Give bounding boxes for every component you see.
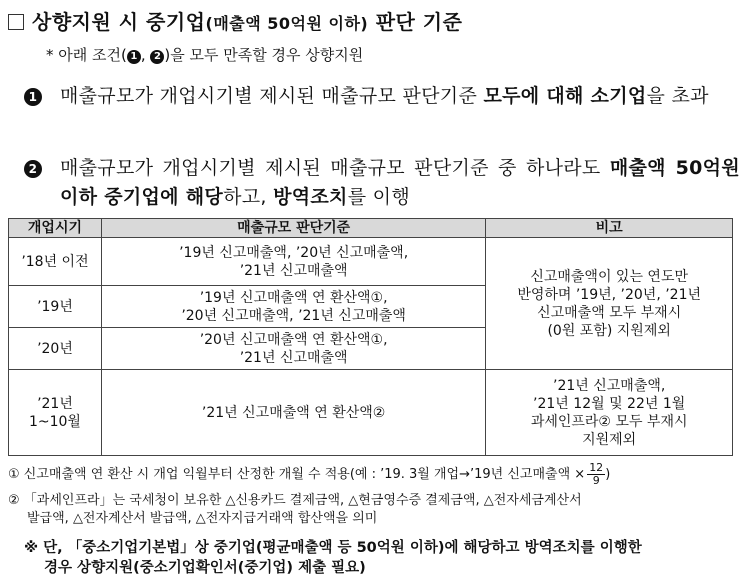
header-remark: 비고 xyxy=(486,219,733,238)
header-period: 개업시기 xyxy=(9,219,102,238)
criterion-line: ’21년 신고매출액 xyxy=(239,262,348,279)
checkbox-square-icon xyxy=(8,14,24,30)
period-line: 1~10월 xyxy=(28,413,81,430)
criterion-cell xyxy=(101,286,485,328)
condition-2-bold: 매출액 50억원 이하 중기업에 해당 xyxy=(60,157,740,208)
period-cell xyxy=(9,370,102,456)
table-row xyxy=(9,370,733,456)
final-note xyxy=(24,538,642,578)
final-note-line: 경우 상향지원(중소기업확인서(중기업) 제출 필요) xyxy=(44,560,366,576)
section-heading xyxy=(8,6,462,35)
footnote-2-line: 「과세인프라」는 국세청이 보유한 △신용카드 결제금액, △현금영수증 결제금액, △전자세금계산서 xyxy=(23,493,582,508)
condition-2-mid: 하고, xyxy=(223,186,274,208)
table-header-row xyxy=(9,219,733,238)
note-before: * 아래 조건( xyxy=(46,46,127,64)
footnote-1-mark: ① xyxy=(8,467,20,482)
circled-1-icon: 1 xyxy=(127,50,141,64)
footnote-2-mark: ② xyxy=(8,493,20,508)
condition-1-bold: 모두에 대해 소기업 xyxy=(483,85,647,107)
footnote-2 xyxy=(8,492,582,528)
heading-paren: (매출액 50억원 이하) xyxy=(205,14,369,33)
circled-1-icon: 1 xyxy=(24,88,42,106)
period-cell: ’20년 xyxy=(9,328,102,370)
condition-1-text: 매출규모가 개업시기별 제시된 매출규모 판단기준 xyxy=(60,85,484,107)
footnote-1-text: 신고매출액 연 환산 시 개업 익월부터 산정한 개월 수 적용(예 : ’19. 3월 개업→’19년 신고매출액 × xyxy=(23,467,586,482)
condition-note xyxy=(46,44,363,65)
remark-cell xyxy=(486,370,733,456)
remark-line: 신고매출액 모두 부재시 xyxy=(537,304,682,321)
remark-line: ’21년 신고매출액, xyxy=(553,377,666,394)
remark-cell xyxy=(486,238,733,370)
fraction-numerator: 12 xyxy=(589,461,604,474)
remark-line: ’21년 12월 및 22년 1월 xyxy=(533,395,686,412)
final-note-line: ※ 단, 「중소기업기본법」상 중기업(평균매출액 등 50억원 이하)에 해당하고 방역조치를 이행한 xyxy=(24,540,642,556)
condition-2-bold-2: 방역조치 xyxy=(273,186,348,208)
criterion-cell xyxy=(101,238,485,286)
condition-1-tail: 을 초과 xyxy=(646,85,709,107)
criterion-cell xyxy=(101,328,485,370)
criterion-line: ’19년 신고매출액 연 환산액①, xyxy=(199,289,388,306)
remark-line: 과세인프라② 모두 부재시 xyxy=(530,413,688,430)
heading-main: 상향지원 시 중기업 xyxy=(32,10,206,34)
heading-rest: 판단 기준 xyxy=(368,10,463,34)
criterion-line: ’20년 신고매출액, ’21년 신고매출액 xyxy=(181,307,406,324)
period-cell: ’19년 xyxy=(9,286,102,328)
footnote-1 xyxy=(8,462,610,487)
condition-2-tail: 를 이행 xyxy=(347,186,410,208)
condition-2 xyxy=(24,154,740,212)
criterion-line: ’20년 신고매출액 연 환산액①, xyxy=(199,331,388,348)
period-line: ’21년 xyxy=(37,395,73,412)
condition-1 xyxy=(24,82,740,111)
period-cell: ’18년 이전 xyxy=(9,238,102,286)
footnote-2-line: 발급액, △전자계산서 발급액, △전자지급거래액 합산액을 의미 xyxy=(27,511,378,526)
remark-line: 반영하며 ’19년, ’20년, ’21년 xyxy=(517,286,702,303)
criterion-line: ’21년 신고매출액 xyxy=(239,349,348,366)
criteria-table xyxy=(8,218,733,456)
note-after: )을 모두 만족할 경우 상향지원 xyxy=(164,46,364,64)
remark-line: 신고매출액이 있는 연도만 xyxy=(530,268,688,285)
criterion-line: ’19년 신고매출액, ’20년 신고매출액, xyxy=(179,244,409,261)
note-sep: , xyxy=(140,46,146,64)
remark-line: 지원제외 xyxy=(582,431,637,448)
header-criterion: 매출규모 판단기준 xyxy=(101,219,485,238)
criterion-cell: ’21년 신고매출액 연 환산액② xyxy=(101,370,485,456)
condition-2-text: 매출규모가 개업시기별 제시된 매출규모 판단기준 중 하나라도 xyxy=(60,157,610,179)
table-row xyxy=(9,238,733,286)
remark-line: (0원 포함) 지원제외 xyxy=(547,322,671,339)
fraction xyxy=(587,462,605,487)
circled-2-icon: 2 xyxy=(150,50,164,64)
footnote-1-end: ) xyxy=(605,467,611,482)
fraction-denominator: 9 xyxy=(592,474,600,487)
circled-2-icon: 2 xyxy=(24,160,42,178)
